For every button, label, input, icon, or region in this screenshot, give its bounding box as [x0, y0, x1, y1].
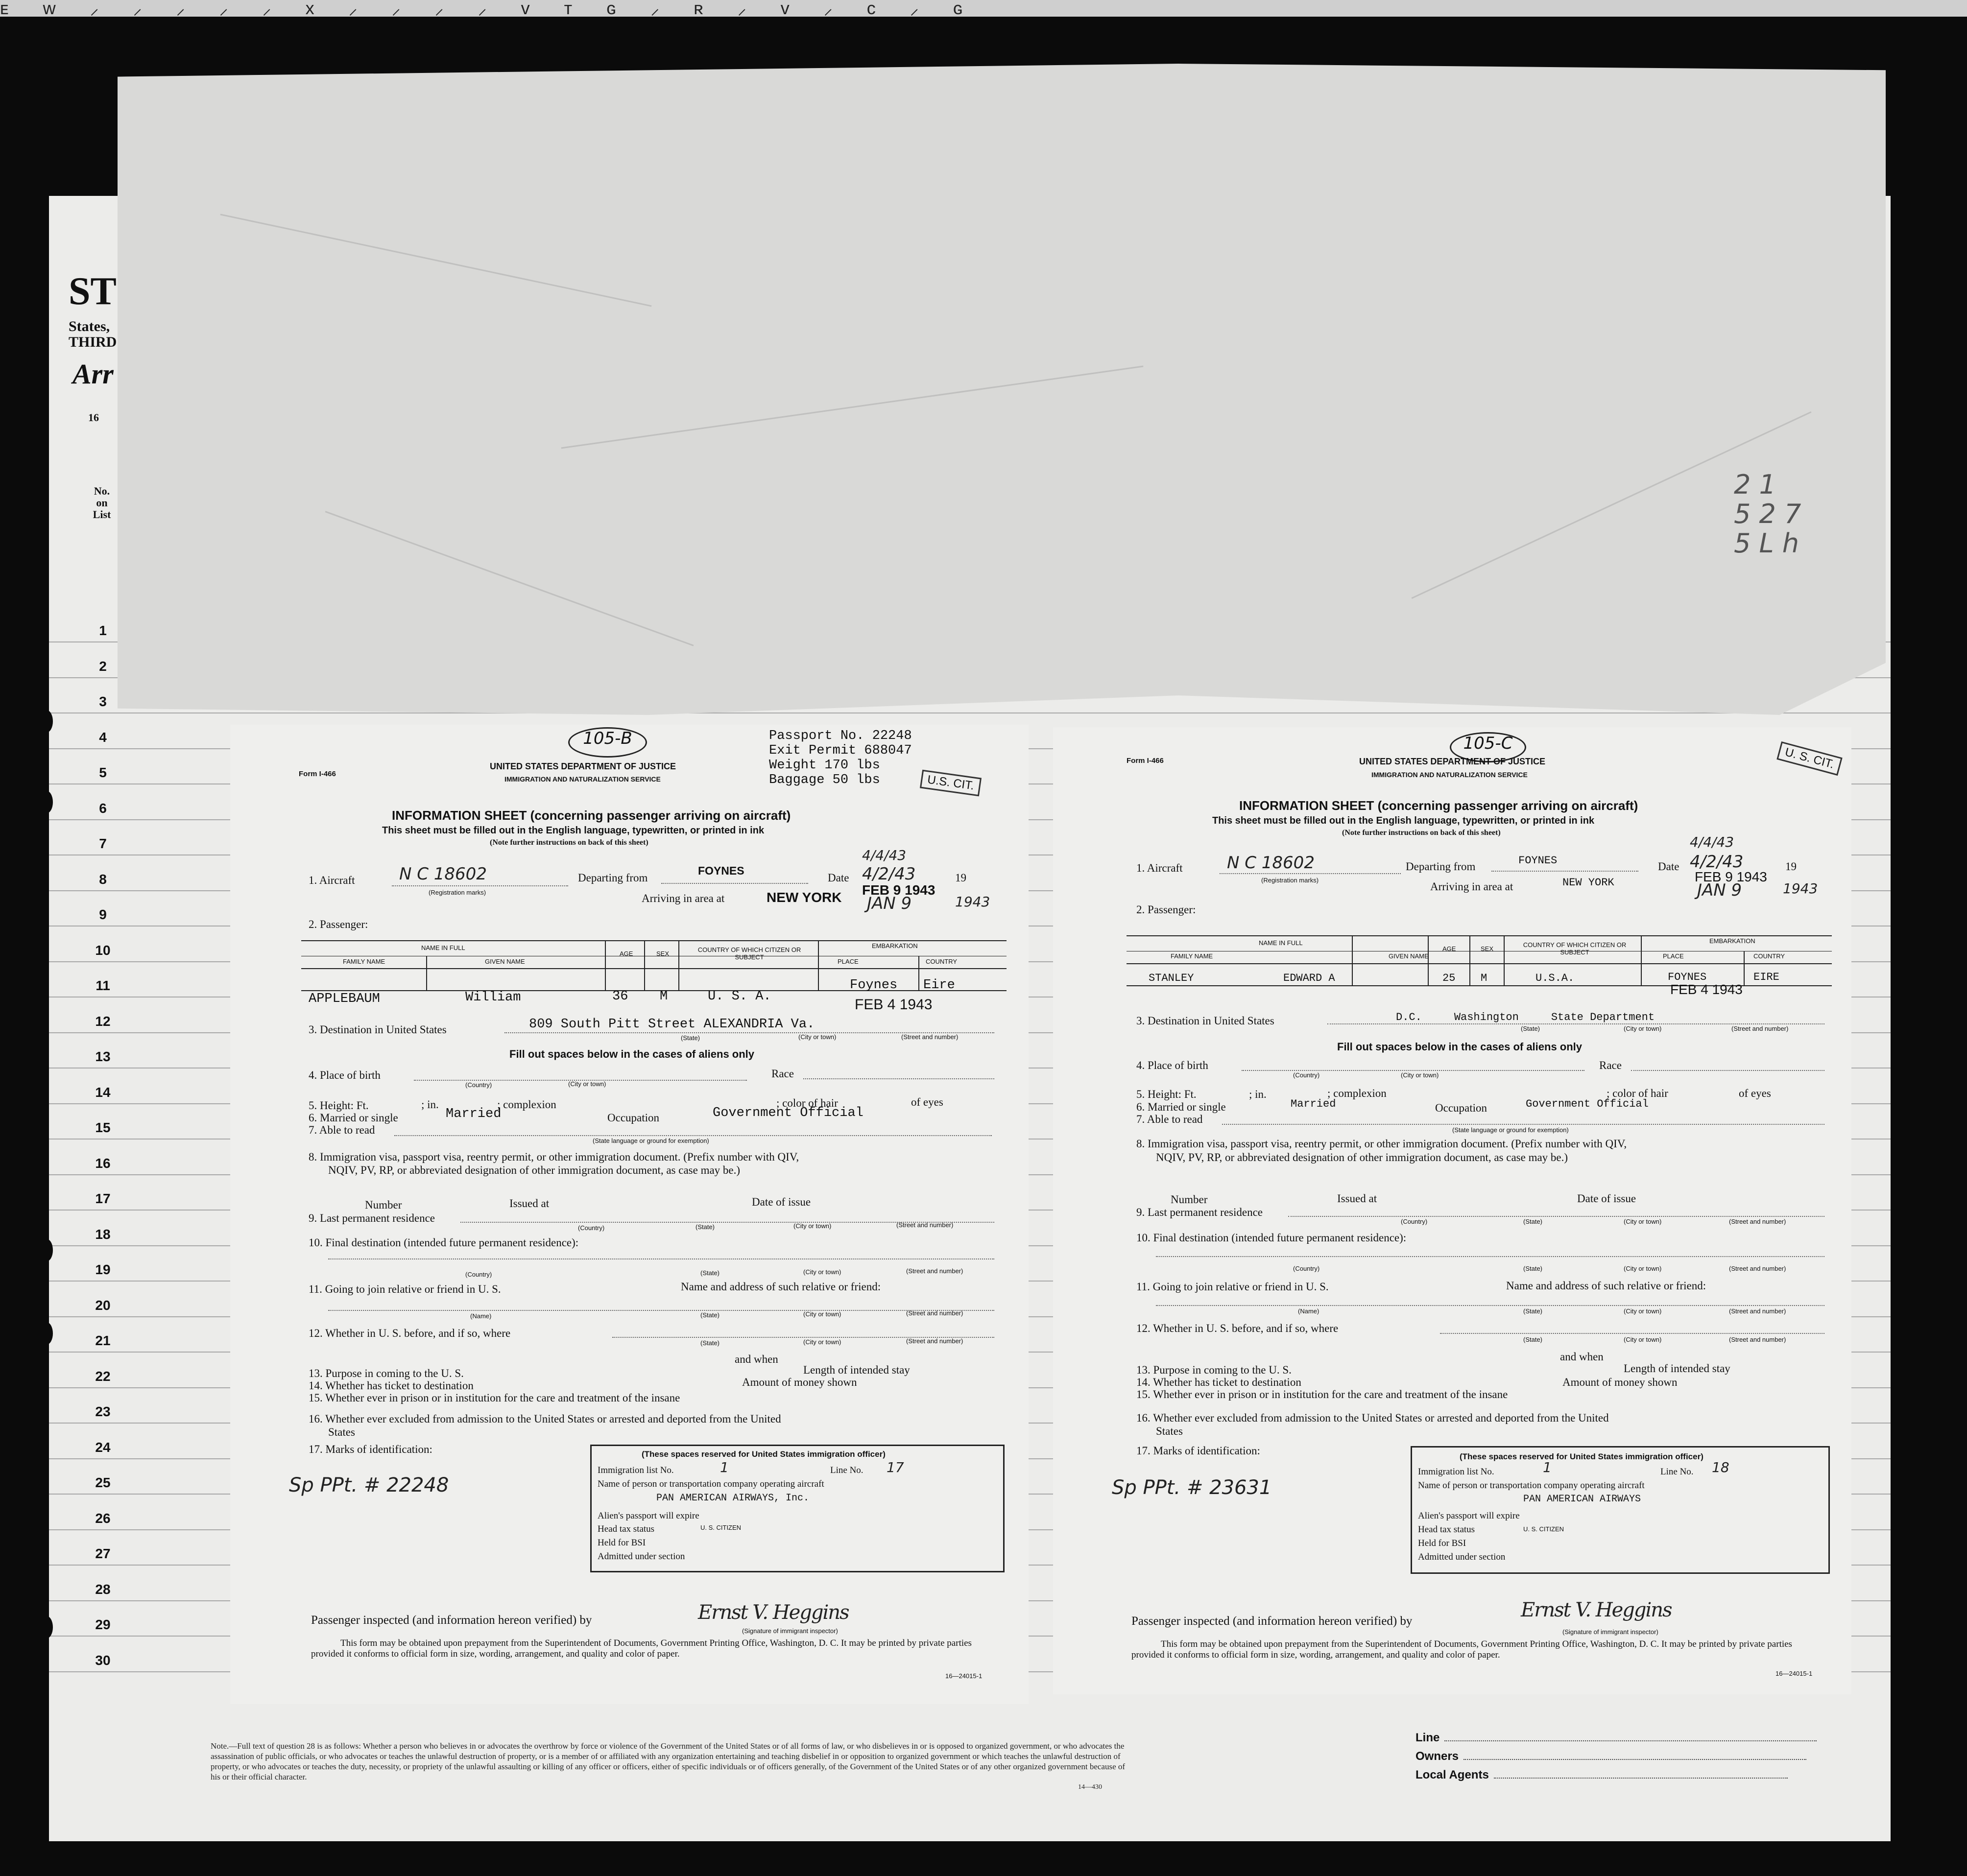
country-sub: (Country)	[465, 1081, 492, 1089]
q13-label: 13. Purpose in coming to the U. S.	[1136, 1364, 1292, 1376]
imm-list-label: Immigration list No.	[1418, 1467, 1494, 1477]
local-agents-block	[1415, 1731, 1817, 1787]
street-sub: (Street and number)	[1729, 1307, 1786, 1315]
q8b-label: NQIV, PV, RP, or abbreviated designation of other immigration document, as case may be.)	[328, 1164, 741, 1176]
manifest-row-number: 7	[99, 836, 107, 851]
reserved-label: (These spaces reserved for United States immigration officer)	[1460, 1452, 1703, 1461]
arriving-label: Arriving in area at	[642, 892, 725, 904]
held-bsi-label: Held for BSI	[598, 1538, 646, 1548]
q6-value: Married	[1291, 1098, 1336, 1110]
signature-label: (Signature of immigrant inspector)	[1562, 1628, 1658, 1636]
th-sex: SEX	[656, 950, 670, 957]
date-value: 4/2/43	[1690, 852, 1744, 872]
date-value: 4/2/43	[862, 864, 916, 884]
street-sub: (Street and number)	[1729, 1265, 1786, 1272]
manifest-row-number: 10	[95, 942, 111, 958]
q12-label: 12. Whether in U. S. before, and if so, where	[309, 1327, 511, 1339]
manifest-head-line1: States,	[69, 318, 110, 334]
th-given: GIVEN NAME	[485, 958, 525, 965]
occupation-label: Occupation	[607, 1112, 660, 1124]
line-no-label: Line No.	[1660, 1467, 1694, 1477]
year-label: 19	[955, 872, 966, 884]
race-label: Race	[771, 1068, 794, 1080]
inspector-signature: Ernst V. Heggins	[698, 1601, 849, 1624]
sheet-id-oval: 105-B	[568, 727, 647, 758]
country-sub: (Country)	[1293, 1265, 1320, 1272]
state-sub: (State)	[700, 1269, 720, 1277]
given-name: EDWARD A	[1283, 972, 1335, 984]
q4-label: 4. Place of birth	[309, 1069, 381, 1081]
line-label: Line	[1415, 1731, 1440, 1744]
date2-stamp: FEB 9 1943	[862, 882, 936, 898]
date-label: Date	[1658, 860, 1679, 873]
year-label: 19	[1785, 860, 1797, 873]
manifest-row-number: 4	[99, 729, 107, 745]
q16b-label: States	[1156, 1425, 1183, 1437]
manifest-row-number: 8	[99, 871, 107, 887]
city-sub: (City or town)	[1624, 1025, 1662, 1032]
state-sub: (State)	[681, 1034, 700, 1042]
city-sub: (City or town)	[1624, 1307, 1662, 1315]
q14-label: 14. Whether has ticket to destination	[1136, 1376, 1301, 1388]
and-when: and when	[735, 1353, 778, 1365]
manifest-col-no: No.	[94, 485, 110, 497]
city-sub: (City or town)	[1401, 1071, 1439, 1079]
state-sub: (State)	[1523, 1336, 1543, 1343]
manifest-col-on: on	[96, 497, 108, 509]
manifest-row-number: 5	[99, 765, 107, 780]
pencil-marks: 2 1 5 2 7 5 L h	[1734, 469, 1801, 559]
q17-label: 17. Marks of identification:	[309, 1443, 432, 1455]
name-sub: (Name)	[470, 1312, 492, 1320]
reserved-label: (These spaces reserved for United States immigration officer)	[642, 1449, 886, 1459]
city-sub: (City or town)	[798, 1033, 837, 1041]
year2-value: 1943	[955, 894, 990, 910]
aliens-only: Fill out spaces below in the cases of aliens only	[1337, 1041, 1583, 1053]
state-sub: (State)	[700, 1311, 720, 1319]
date2-value: JAN 9	[1697, 880, 1742, 900]
imm-list-label: Immigration list No.	[598, 1465, 674, 1475]
q17-handwritten: Sp PPt. # 23631	[1112, 1476, 1272, 1499]
line-no-label: Line No.	[830, 1465, 864, 1475]
inspected-label: Passenger inspected (and information hereon verified) by	[1131, 1615, 1413, 1628]
manifest-head-line2: THIRD	[69, 334, 117, 350]
inspector-signature: Ernst V. Heggins	[1521, 1599, 1672, 1621]
q5-in: ; in.	[421, 1098, 439, 1111]
q14b-label: Amount of money shown	[742, 1376, 857, 1388]
th-given: GIVEN NAME	[1389, 952, 1429, 960]
q12-label: 12. Whether in U. S. before, and if so, where	[1136, 1322, 1339, 1334]
manifest-row-number: 1	[99, 623, 107, 638]
reg-marks-label: (Registration marks)	[1261, 877, 1319, 884]
manifest-col-16: 16	[88, 411, 99, 424]
sex: M	[660, 989, 668, 1004]
q14-label: 14. Whether has ticket to destination	[309, 1379, 474, 1392]
form-footer: This form may be obtained upon prepayment from the Superintendent of Documents, Government Printing Office, Washington, D. C. It may be printed by private parties provided it conforms to official form in size, wording, arrangement, and quality and color of paper.	[1131, 1639, 1792, 1660]
q10-label: 10. Final destination (intended future permanent residence):	[1136, 1232, 1407, 1244]
q17-label: 17. Marks of identification:	[1136, 1445, 1260, 1457]
signature-label: (Signature of immigrant inspector)	[742, 1627, 838, 1635]
manifest-footnote-code: 14—430	[1078, 1783, 1102, 1791]
date-of-issue-label: Date of issue	[752, 1196, 811, 1208]
q3-label: 3. Destination in United States	[309, 1023, 447, 1036]
sex: M	[1481, 972, 1487, 984]
sheet-id-oval: 105-C	[1450, 732, 1526, 762]
weight: Weight 170 lbs	[769, 758, 880, 773]
arriving-label: Arriving in area at	[1430, 880, 1513, 893]
manifest-row-number: 11	[96, 978, 110, 993]
manifest-row-number: 6	[99, 800, 107, 816]
q8-label: 8. Immigration visa, passport visa, reentry permit, or other immigration document. (Prefix number with QIV,	[1136, 1138, 1627, 1150]
th-name-in-full: NAME IN FULL	[421, 944, 465, 951]
street-sub: (Street and number)	[901, 1033, 959, 1041]
reg-marks-label: (Registration marks)	[429, 889, 486, 896]
footer-code: 16—24015-1	[1775, 1670, 1813, 1677]
age: 36	[612, 989, 628, 1004]
aircraft-value: N C 18602	[1227, 853, 1315, 873]
sheet-title: INFORMATION SHEET (concerning passenger arriving on aircraft)	[392, 808, 791, 823]
manifest-row-number: 12	[95, 1013, 111, 1029]
th-family: FAMILY NAME	[343, 958, 385, 965]
q5-eyes: of eyes	[1739, 1087, 1771, 1099]
date-hw-top: 4/4/43	[862, 847, 907, 863]
form-footer: This form may be obtained upon prepayment from the Superintendent of Documents, Government Printing Office, Washington, D. C. It may be printed by private parties provided it conforms to official form in size, wording, arrangement, and quality and color of paper.	[311, 1638, 972, 1659]
occupation-label: Occupation	[1435, 1102, 1487, 1114]
emb-stamp: FEB 4 1943	[1670, 982, 1743, 997]
operator-label: Name of person or transportation company operating aircraft	[598, 1479, 824, 1489]
imm-list-value: 1	[1543, 1459, 1552, 1475]
binder-hole	[40, 710, 53, 733]
line-no-value: 17	[887, 1459, 904, 1475]
departing-label: Departing from	[578, 872, 648, 884]
binder-hole	[40, 1616, 53, 1639]
manifest-row-number: 19	[95, 1262, 111, 1277]
th-age: AGE	[620, 950, 633, 957]
th-country2: COUNTRY	[926, 958, 958, 965]
binder-hole	[40, 1239, 53, 1261]
emb-country: Eire	[923, 978, 955, 993]
city-sub: (City or town)	[793, 1222, 832, 1230]
manifest-row-number: 22	[95, 1368, 111, 1384]
held-bsi-label: Held for BSI	[1418, 1538, 1466, 1548]
operator-value: PAN AMERICAN AIRWAYS	[1523, 1494, 1641, 1505]
manifest-row-number: 14	[95, 1084, 111, 1100]
sheet-title: INFORMATION SHEET (concerning passenger arriving on aircraft)	[1239, 798, 1638, 813]
footer-code: 16—24015-1	[945, 1672, 983, 1680]
date-of-issue-label: Date of issue	[1577, 1192, 1636, 1205]
q2-label: 2. Passenger:	[1136, 903, 1196, 916]
dept-heading: UNITED STATES DEPARTMENT OF JUSTICE	[490, 761, 676, 771]
street-sub: (Street and number)	[906, 1309, 963, 1317]
issued-at-label: Issued at	[1337, 1192, 1377, 1205]
manifest-row-number: 26	[95, 1510, 111, 1526]
date-hw-top: 4/4/43	[1690, 834, 1734, 850]
q15-label: 15. Whether ever in prison or in institution for the care and treatment of the insane	[309, 1392, 680, 1404]
city-sub: (City or town)	[568, 1080, 606, 1088]
binder-hole	[40, 1322, 53, 1345]
manifest-row-number: 18	[95, 1226, 111, 1242]
top-film-strip: ᴇ w ⸝ ⸝ ⸝ ⸝ ⸝ x ⸝ ⸝ ⸝ ⸝ ᴠ ᴛ ɢ ⸝ ʀ ⸝ ᴠ ⸝ ᴄ ⸝ ɢ	[0, 0, 1967, 17]
manifest-row-number: 30	[95, 1652, 111, 1668]
q1-label: 1. Aircraft	[309, 874, 355, 886]
folded-overlay-sheet	[118, 64, 1886, 715]
th-country: COUNTRY OF WHICH CITIZEN OR SUBJECT	[697, 946, 801, 961]
admitted-label: Admitted under section	[598, 1551, 685, 1562]
q5-hair: ; color of hair	[1607, 1087, 1668, 1099]
q5-label: 5. Height: Ft.	[1136, 1088, 1197, 1100]
th-place: PLACE	[1663, 952, 1684, 960]
city-sub: (City or town)	[803, 1268, 841, 1276]
city-sub: (City or town)	[1624, 1336, 1662, 1343]
q5-label: 5. Height: Ft.	[309, 1099, 369, 1112]
q11-label: 11. Going to join relative or friend in U. S.	[309, 1283, 501, 1295]
passport-no: Passport No. 22248	[769, 729, 912, 743]
q1-label: 1. Aircraft	[1136, 862, 1183, 874]
street-sub: (Street and number)	[896, 1221, 954, 1229]
departing-value: FOYNES	[1518, 855, 1558, 867]
head-tax-value: U. S. CITIZEN	[1523, 1525, 1564, 1533]
emb-place: FOYNES	[1668, 971, 1707, 983]
alien-passport-label: Alien's passport will expire	[1418, 1511, 1520, 1521]
q5-eyes: of eyes	[911, 1096, 943, 1108]
q7-label: 7. Able to read	[1136, 1113, 1203, 1125]
occupation-value: Government Official	[713, 1106, 864, 1120]
binder-hole	[40, 791, 53, 813]
manifest-footnote	[211, 1741, 1131, 1792]
q8b-label: NQIV, PV, RP, or abbreviated designation of other immigration document, as case may be.)	[1156, 1151, 1568, 1164]
country-sub: (Country)	[578, 1224, 605, 1232]
dept-heading: UNITED STATES DEPARTMENT OF JUSTICE	[1359, 757, 1546, 766]
manifest-row-number: 3	[99, 694, 107, 709]
q6-value: Married	[446, 1107, 502, 1121]
city-sub: (City or town)	[1624, 1265, 1662, 1272]
th-name-in-full: NAME IN FULL	[1259, 939, 1303, 947]
street-sub: (Street and number)	[1729, 1218, 1786, 1225]
street-sub: (Street and number)	[906, 1337, 963, 1345]
q5-complexion: ; complexion	[497, 1098, 556, 1111]
q14b-label: Amount of money shown	[1562, 1376, 1678, 1388]
instructions: This sheet must be filled out in the English language, typewritten, or printed in ink	[1212, 815, 1595, 826]
th-embarkation: EMBARKATION	[872, 942, 918, 950]
manifest-row-number: 27	[95, 1546, 111, 1561]
manifest-row-number: 23	[95, 1404, 111, 1419]
th-family: FAMILY NAME	[1171, 952, 1213, 960]
manifest-row-number: 16	[95, 1155, 111, 1171]
street-sub: (Street and number)	[1729, 1336, 1786, 1343]
date-label: Date	[828, 872, 849, 884]
service-heading: IMMIGRATION AND NATURALIZATION SERVICE	[504, 775, 661, 783]
q15-label: 15. Whether ever in prison or in institution for the care and treatment of the insane	[1136, 1388, 1508, 1401]
instructions-note: (Note further instructions on back of this sheet)	[1342, 829, 1501, 837]
occupation-value: Government Official	[1526, 1098, 1649, 1110]
year2-value: 1943	[1783, 880, 1818, 897]
emb-country: EIRE	[1753, 971, 1779, 983]
q16-label: 16. Whether ever excluded from admission to the United States or arrested and deported from the United	[1136, 1412, 1609, 1424]
q5-complexion: ; complexion	[1327, 1087, 1387, 1099]
exit-permit: Exit Permit 688047	[769, 743, 912, 758]
q9-label: 9. Last permanent residence	[309, 1212, 435, 1224]
number-label: Number	[1171, 1193, 1208, 1206]
aircraft-value: N C 18602	[399, 864, 487, 884]
family-name: STANLEY	[1149, 972, 1194, 984]
departing-value: FOYNES	[698, 864, 744, 877]
q13b-label: Length of intended stay	[1624, 1362, 1730, 1375]
q10-label: 10. Final destination (intended future permanent residence):	[309, 1236, 579, 1249]
manifest-row-number: 9	[99, 907, 107, 922]
manifest-row-number: 17	[95, 1191, 111, 1206]
q3-label: 3. Destination in United States	[1136, 1015, 1274, 1027]
race-label: Race	[1599, 1059, 1622, 1071]
state-sub: (State)	[1523, 1265, 1543, 1272]
manifest-title: ST	[69, 270, 117, 313]
state-sub: (State)	[1521, 1025, 1540, 1032]
head-tax-value: U. S. CITIZEN	[700, 1524, 742, 1531]
state-sub: (State)	[1523, 1307, 1543, 1315]
q5-in: ; in.	[1249, 1088, 1267, 1100]
date2-stamp: FEB 9 1943	[1695, 869, 1767, 884]
manifest-row-number: 25	[95, 1475, 111, 1490]
q8-label: 8. Immigration visa, passport visa, reentry permit, or other immigration document. (Prefix number with QIV,	[309, 1151, 799, 1163]
th-country: COUNTRY OF WHICH CITIZEN OR SUBJECT	[1523, 941, 1627, 956]
q9-label: 9. Last permanent residence	[1136, 1206, 1263, 1218]
q16b-label: States	[328, 1426, 355, 1438]
line-no-value: 18	[1712, 1459, 1729, 1475]
city-sub: (City or town)	[803, 1310, 841, 1318]
country-sub: (Country)	[1401, 1218, 1428, 1225]
q7-label: 7. Able to read	[309, 1124, 375, 1136]
issued-at-label: Issued at	[509, 1197, 550, 1210]
head-tax-label: Head tax status	[1418, 1524, 1475, 1535]
information-sheet-105-b	[230, 725, 1029, 1704]
age: 25	[1442, 972, 1456, 984]
th-embarkation: EMBARKATION	[1709, 937, 1755, 945]
city-sub: (City or town)	[1624, 1218, 1662, 1225]
city-sub: (City or town)	[803, 1338, 841, 1346]
country-sub: (Country)	[465, 1271, 492, 1278]
manifest-arr-label: Arr	[72, 358, 114, 390]
date2-value: JAN 9	[867, 894, 912, 913]
manifest-row-number: 15	[95, 1120, 111, 1135]
state-sub: (State)	[696, 1223, 715, 1231]
departing-label: Departing from	[1406, 860, 1476, 873]
state-sub: (State)	[1523, 1218, 1543, 1225]
manifest-rule-line	[49, 712, 1891, 713]
form-number: Form I-466	[299, 770, 336, 778]
baggage: Baggage 50 lbs	[769, 773, 880, 787]
service-heading: IMMIGRATION AND NATURALIZATION SERVICE	[1371, 771, 1528, 779]
and-when: and when	[1560, 1351, 1604, 1363]
instructions-note: (Note further instructions on back of this sheet)	[490, 838, 648, 847]
q2-label: 2. Passenger:	[309, 918, 368, 930]
number-label: Number	[365, 1199, 402, 1211]
citizen: U.S.A.	[1535, 972, 1575, 984]
state-sub: (State)	[700, 1339, 720, 1347]
th-age: AGE	[1442, 945, 1456, 952]
imm-list-value: 1	[720, 1459, 729, 1475]
operator-label: Name of person or transportation company operating aircraft	[1418, 1480, 1645, 1491]
operator-value: PAN AMERICAN AIRWAYS, Inc.	[656, 1493, 810, 1504]
citizen: U. S. A.	[708, 989, 771, 1004]
q5-hair: ; color of hair	[776, 1097, 838, 1109]
th-sex: SEX	[1481, 945, 1494, 952]
street-sub: (Street and number)	[906, 1267, 963, 1275]
th-country2: COUNTRY	[1753, 952, 1785, 960]
q13-label: 13. Purpose in coming to the U. S.	[309, 1367, 464, 1379]
q11b-label: Name and address of such relative or friend:	[1506, 1280, 1706, 1292]
q11b-label: Name and address of such relative or friend:	[681, 1281, 881, 1293]
information-sheet-105-c	[1053, 727, 1851, 1694]
q13b-label: Length of intended stay	[803, 1364, 910, 1376]
emb-place: Foynes	[850, 978, 898, 993]
manifest-row-number: 13	[95, 1049, 111, 1064]
alien-passport-label: Alien's passport will expire	[598, 1511, 699, 1521]
owners-label: Owners	[1415, 1750, 1459, 1763]
manifest-col-list: List	[93, 508, 111, 521]
q7-sub: (State language or ground for exemption)	[593, 1137, 709, 1144]
name-sub: (Name)	[1298, 1307, 1319, 1315]
aliens-only: Fill out spaces below in the cases of aliens only	[509, 1048, 755, 1060]
q4-label: 4. Place of birth	[1136, 1059, 1208, 1071]
q11-label: 11. Going to join relative or friend in U. S.	[1136, 1281, 1329, 1293]
arriving-value: NEW YORK	[767, 890, 842, 905]
us-cit-stamp: U.S. CIT.	[920, 770, 982, 797]
local-agents-label: Local Agents	[1415, 1768, 1489, 1781]
country-sub: (Country)	[1293, 1071, 1320, 1079]
th-place: PLACE	[838, 958, 859, 965]
q3-value: D.C. Washington State Department	[1396, 1011, 1655, 1023]
q16-label: 16. Whether ever excluded from admission to the United States or arrested and deported from the United	[309, 1413, 781, 1425]
q7-sub: (State language or ground for exemption)	[1452, 1126, 1569, 1134]
given-name: William	[465, 990, 521, 1005]
admitted-label: Admitted under section	[1418, 1552, 1506, 1562]
manifest-row-number: 20	[95, 1297, 111, 1313]
us-cit-stamp: U. S. CIT.	[1776, 741, 1842, 776]
form-number: Form I-466	[1127, 757, 1164, 765]
manifest-row-number: 2	[99, 658, 107, 674]
arriving-value: NEW YORK	[1562, 877, 1614, 889]
manifest-row-number: 24	[95, 1439, 111, 1455]
manifest-row-number: 29	[95, 1617, 111, 1632]
manifest-footnote-text: Note.—Full text of question 28 is as follows: Whether a person who believes in or advocates the overthrow by force or violence of the Government of the United States or of all forms of law, or who disbelieves in or is opposed to organized government, or who advocates the assassination of public officials, or who advocates or teaches the unlawful destruction of property, or is a member of or affiliated with any organization entertaining and teaching disbelief in or opposition to organized government or which teaches the unlawful destruction of property, or who advocates or teaches the duty, necessity, or propriety of the unlawful assaulting or killing of any officer or officers, either of specific individuals or of officers generally, of the Government of the United States or of any other organized government because of his or their official character.	[211, 1741, 1126, 1781]
q6-label: 6. Married or single	[309, 1112, 398, 1124]
street-sub: (Street and number)	[1731, 1025, 1789, 1032]
inspected-label: Passenger inspected (and information hereon verified) by	[311, 1614, 592, 1627]
manifest-row-number: 28	[95, 1581, 111, 1597]
q3-value: 809 South Pitt Street ALEXANDRIA Va.	[529, 1017, 815, 1032]
q17-handwritten: Sp PPt. # 22248	[289, 1474, 449, 1496]
manifest-row-number: 21	[95, 1333, 111, 1348]
head-tax-label: Head tax status	[598, 1524, 655, 1534]
q6-label: 6. Married or single	[1136, 1101, 1226, 1113]
family-name: APPLEBAUM	[309, 992, 380, 1006]
instructions: This sheet must be filled out in the English language, typewritten, or printed in ink	[382, 825, 765, 836]
emb-stamp: FEB 4 1943	[855, 997, 933, 1013]
